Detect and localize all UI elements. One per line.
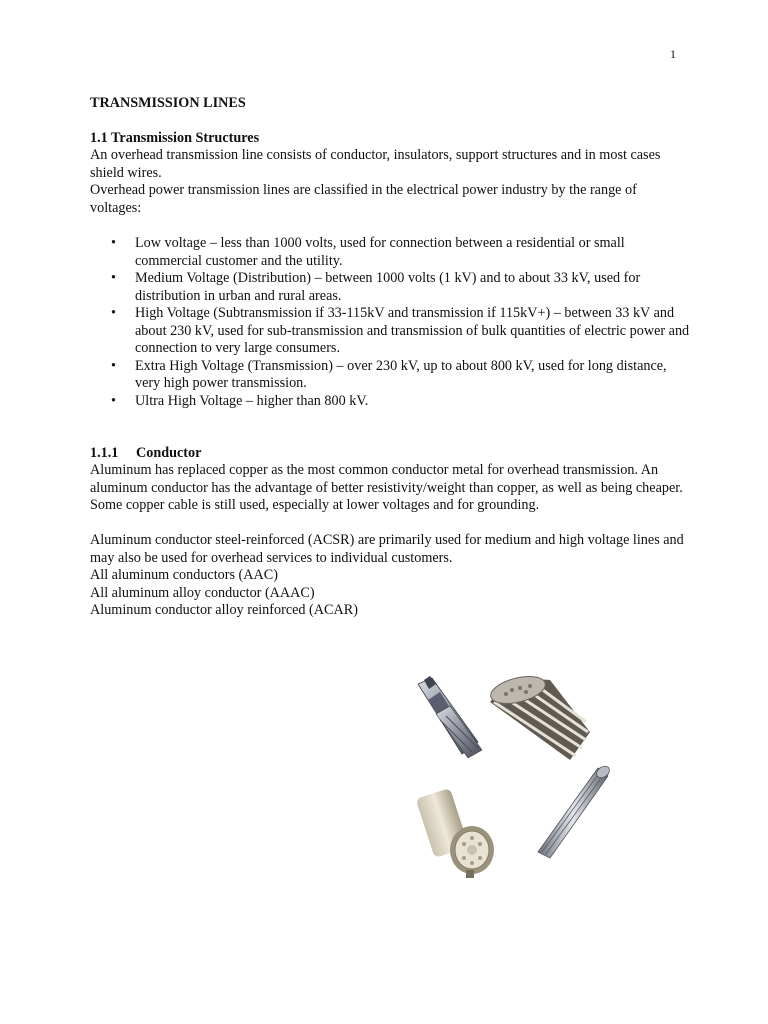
list-item-text: Medium Voltage (Distribution) – between 1000 volts (1 kV) and to about 33 kV, used for distribution in urban and rural areas. bbox=[135, 270, 641, 304]
page-number: 1 bbox=[670, 47, 676, 61]
bullet-icon: • bbox=[111, 392, 116, 409]
conductor-samples-image bbox=[410, 672, 620, 882]
acsr-sample-icon bbox=[418, 676, 482, 758]
section-paragraph-2: Overhead power transmission lines are classified in the electrical power industry by the range of voltages: bbox=[90, 182, 637, 216]
document-title: TRANSMISSION LINES bbox=[90, 95, 246, 111]
paragraph-spacer bbox=[90, 515, 690, 533]
conductor-paragraph-2: Aluminum conductor steel-reinforced (ACSR) are primarily used for medium and high voltage lines and may also be used for overhead services to individual customers. bbox=[90, 532, 684, 566]
subsection-heading bbox=[90, 444, 690, 462]
conductor-paragraph-1: Aluminum has replaced copper as the most common conductor metal for overhead transmission. An aluminum conductor has the advantage of better resistivity/weight than copper, as well as being cheaper. Some copper cable is still used, especially at lower voltages and for grounding. bbox=[90, 462, 683, 513]
insulated-cable-icon bbox=[416, 788, 494, 878]
bullet-icon: • bbox=[111, 305, 116, 321]
conductor-type-aaac: All aluminum alloy conductor (AAAC) bbox=[90, 584, 315, 601]
list-item bbox=[90, 358, 690, 393]
list-item bbox=[90, 270, 690, 305]
list-item-text: Low voltage – less than 1000 volts, used for connection between a residential or small commercial customer and the utility. bbox=[135, 235, 625, 269]
conductor-type-aac: All aluminum conductors (AAC) bbox=[90, 567, 278, 583]
stranded-conductor-icon bbox=[488, 672, 590, 760]
aluminum-conductor-icon bbox=[538, 764, 612, 858]
voltage-class-list bbox=[90, 235, 690, 410]
list-item bbox=[90, 393, 690, 411]
list-item-text: High Voltage (Subtransmission if 33-115kV and transmission if 115kV+) – between 33 kV and about 230 kV, used for sub-transmission and transmission of bulk quantities of electric power and connection to very large consumers. bbox=[135, 305, 690, 356]
bullet-icon: • bbox=[111, 270, 116, 286]
list-item bbox=[90, 235, 690, 270]
section-paragraph-1: An overhead transmission line consists of conductor, insulators, support structures and in most cases shield wires. bbox=[90, 147, 661, 181]
bullet-icon: • bbox=[111, 357, 116, 374]
list-item bbox=[90, 305, 690, 358]
conductor-type-acar: Aluminum conductor alloy reinforced (ACAR) bbox=[90, 602, 358, 618]
document-body bbox=[90, 94, 690, 620]
subsection-number: 1.1.1 bbox=[90, 445, 119, 461]
subsection-title: Conductor bbox=[136, 445, 202, 461]
bullet-icon: • bbox=[111, 235, 116, 251]
section-heading: 1.1 Transmission Structures bbox=[90, 130, 260, 146]
list-item-text: Extra High Voltage (Transmission) – over 230 kV, up to about 800 kV, used for long distance, very high power transmission. bbox=[135, 357, 667, 391]
list-item-text: Ultra High Voltage – higher than 800 kV. bbox=[135, 392, 369, 409]
